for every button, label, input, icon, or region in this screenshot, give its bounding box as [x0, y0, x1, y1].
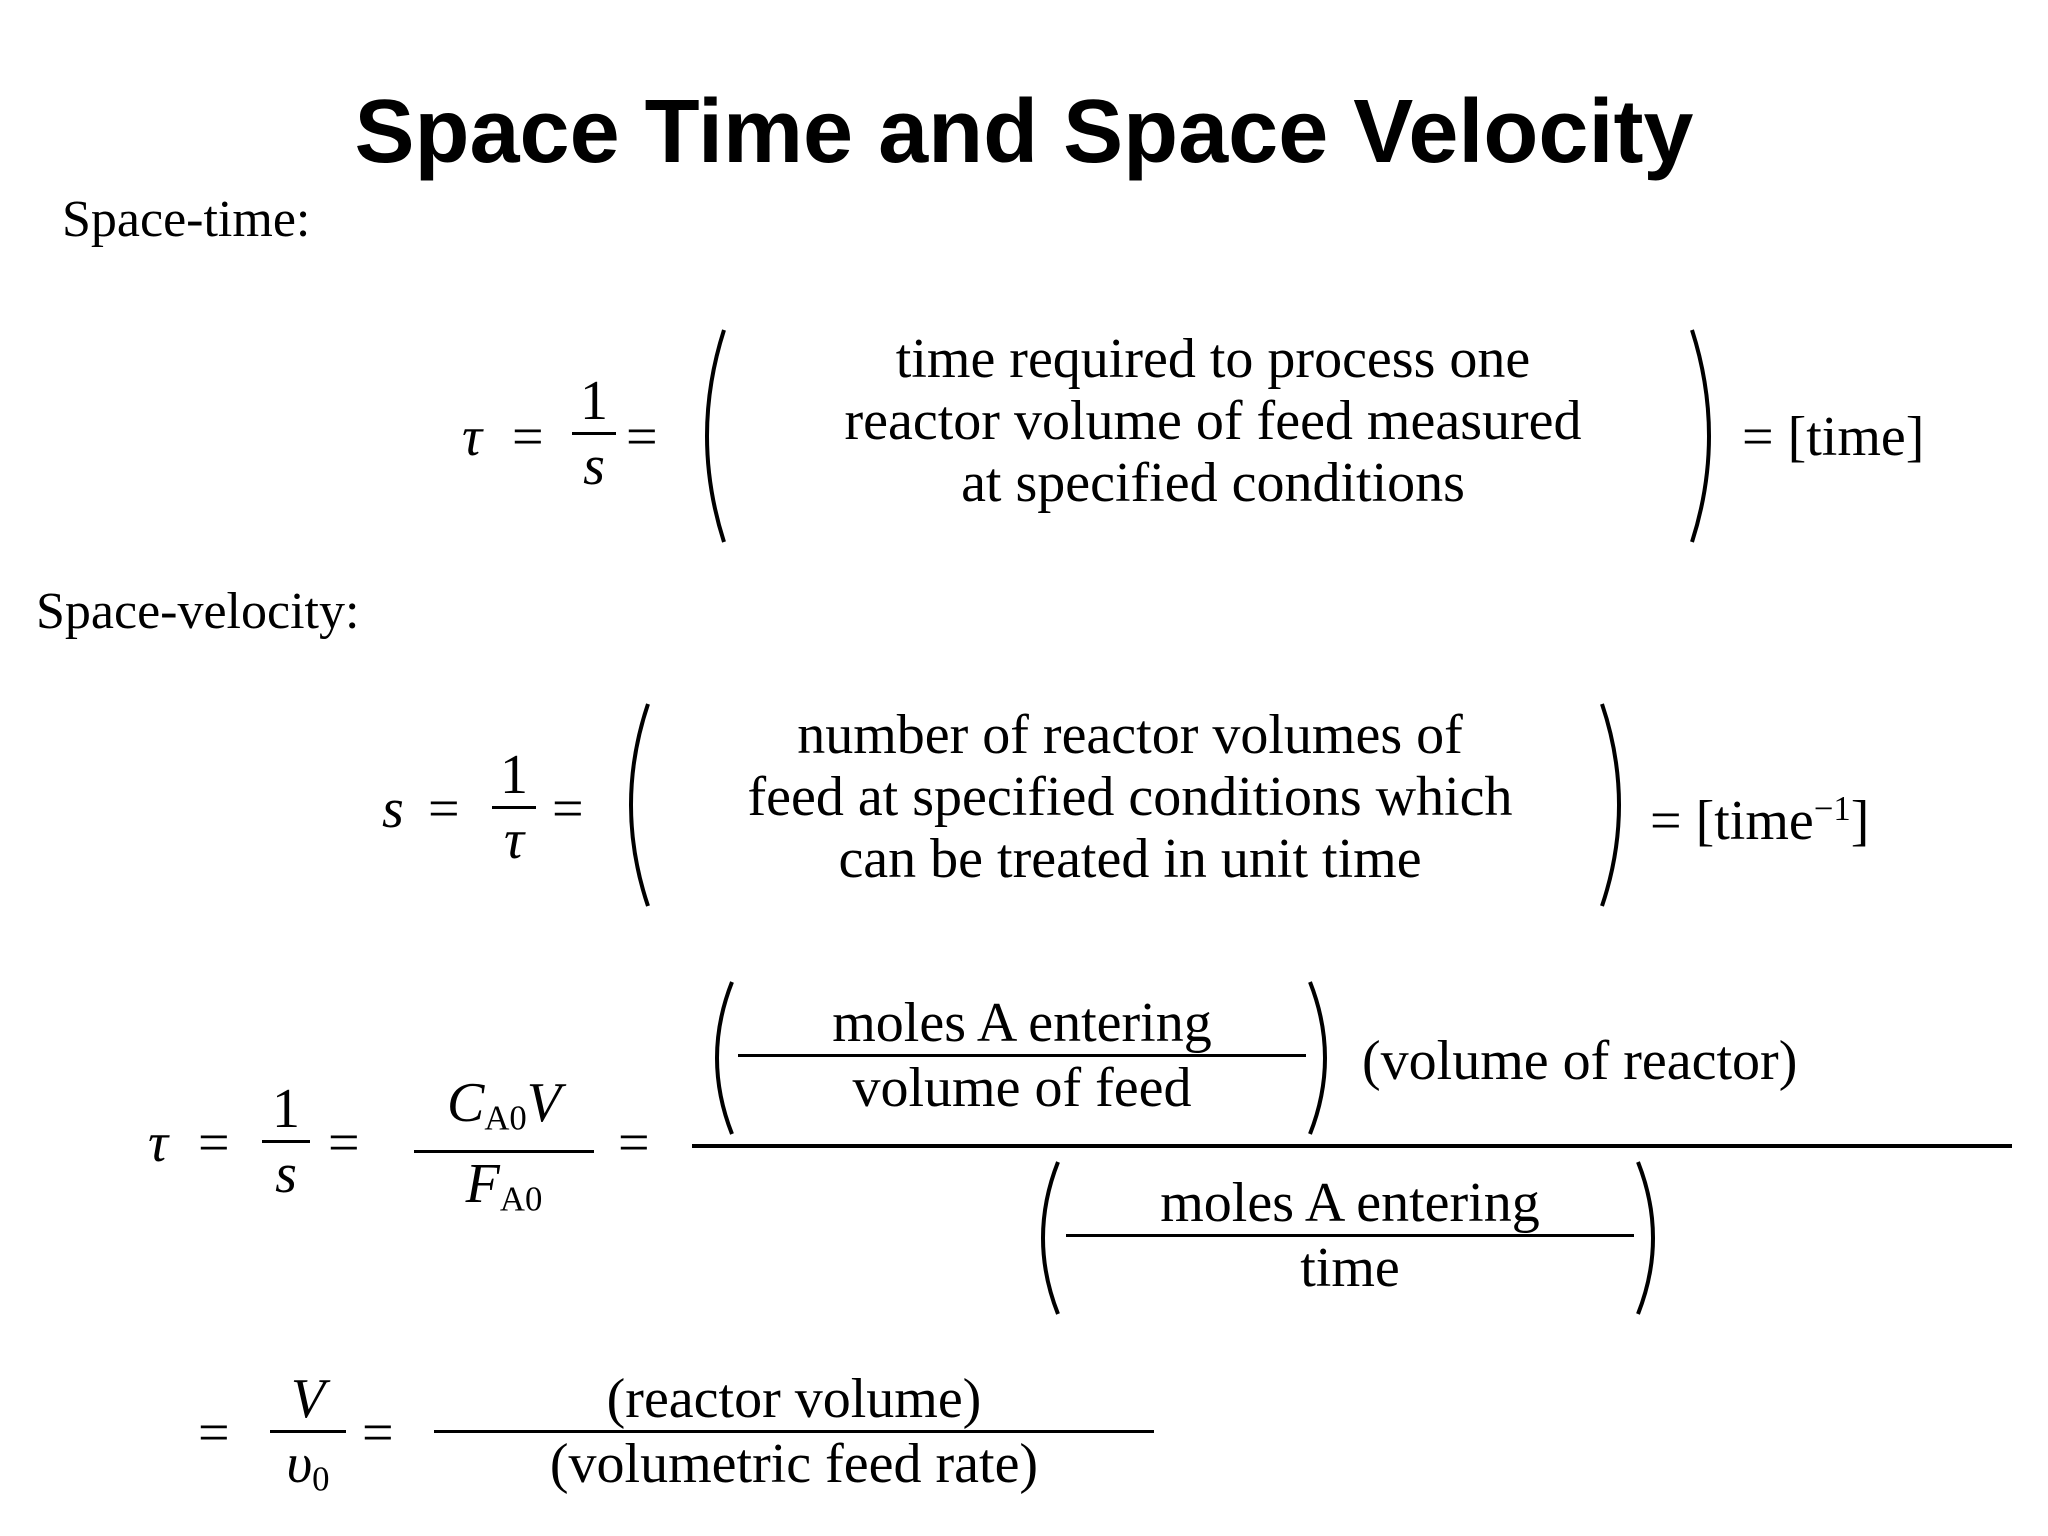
description-line: number of reactor volumes of [797, 704, 1463, 766]
space-velocity-heading: Space-velocity: [36, 583, 360, 640]
description-line: feed at specified conditions which [747, 766, 1513, 828]
left-paren-icon [612, 700, 652, 910]
fraction-numerator: $C_{A0}V$ [446, 1072, 561, 1138]
fraction-denominator: volume of feed [852, 1057, 1192, 1119]
fraction-v-over-v0 [270, 1368, 346, 1511]
fraction-denominator: s [583, 435, 605, 497]
equals-sign: = [626, 406, 658, 468]
main-fraction-bar [692, 1144, 2012, 1148]
reactor-volume-over-feed-rate [434, 1368, 1154, 1495]
moles-per-feed-fraction [738, 992, 1306, 1119]
equals-sign: = [552, 778, 584, 840]
space-time-heading: Space-time: [62, 191, 311, 248]
equals-sign: = [198, 1402, 230, 1464]
fraction-numerator: (reactor volume) [606, 1368, 982, 1430]
fraction-numerator: 1 [272, 1078, 300, 1140]
description-line: reactor volume of feed measured [844, 390, 1582, 452]
fraction-denominator: s [275, 1143, 297, 1205]
s-symbol: s [382, 778, 404, 840]
equals-sign: = [618, 1112, 650, 1174]
equals-sign: = [198, 1112, 230, 1174]
left-paren-icon [700, 978, 736, 1138]
space-time-result: = [time] [1742, 406, 1925, 468]
fraction-numerator: V [290, 1368, 326, 1430]
equals-sign: = [362, 1402, 394, 1464]
tau-symbol: τ [462, 406, 483, 468]
moles-per-time-fraction [1066, 1172, 1634, 1299]
fraction-one-over-s [572, 370, 616, 497]
fraction-numerator: 1 [580, 370, 608, 432]
equals-sign: = [512, 406, 544, 468]
fraction-denominator: τ [503, 809, 525, 871]
fraction-numerator: moles A entering [832, 992, 1212, 1054]
description-line: time required to process one [895, 328, 1531, 390]
fraction-one-over-tau [492, 744, 536, 871]
tau-symbol: τ [148, 1112, 169, 1174]
fraction-denominator: $F_{A0}$ [465, 1152, 543, 1219]
fraction-numerator: 1 [500, 744, 528, 806]
equals-sign: = [428, 778, 460, 840]
right-paren-icon [1598, 700, 1638, 910]
right-paren-icon [1634, 1158, 1670, 1318]
fraction-denominator: $\upsilon_0$ [286, 1433, 330, 1499]
description-line: can be treated in unit time [838, 828, 1422, 890]
space-time-description [728, 328, 1698, 514]
fraction-numerator: moles A entering [1160, 1172, 1540, 1234]
equals-sign: = [328, 1112, 360, 1174]
fraction-denominator: (volumetric feed rate) [549, 1433, 1039, 1495]
volume-of-reactor-text: (volume of reactor) [1362, 1030, 1798, 1092]
fraction-one-over-s [262, 1078, 310, 1205]
space-velocity-description [650, 704, 1610, 890]
fraction-ca0v-over-fa0 [414, 1072, 594, 1230]
left-paren-icon [1026, 1158, 1062, 1318]
right-paren-icon [1306, 978, 1342, 1138]
left-paren-icon [688, 326, 728, 546]
space-velocity-result: = [time$^{-1}$] [1650, 789, 1870, 853]
slide-title: Space Time and Space Velocity [354, 82, 1694, 182]
fraction-denominator: time [1300, 1237, 1400, 1299]
right-paren-icon [1688, 326, 1728, 546]
description-line: at specified conditions [961, 452, 1465, 514]
